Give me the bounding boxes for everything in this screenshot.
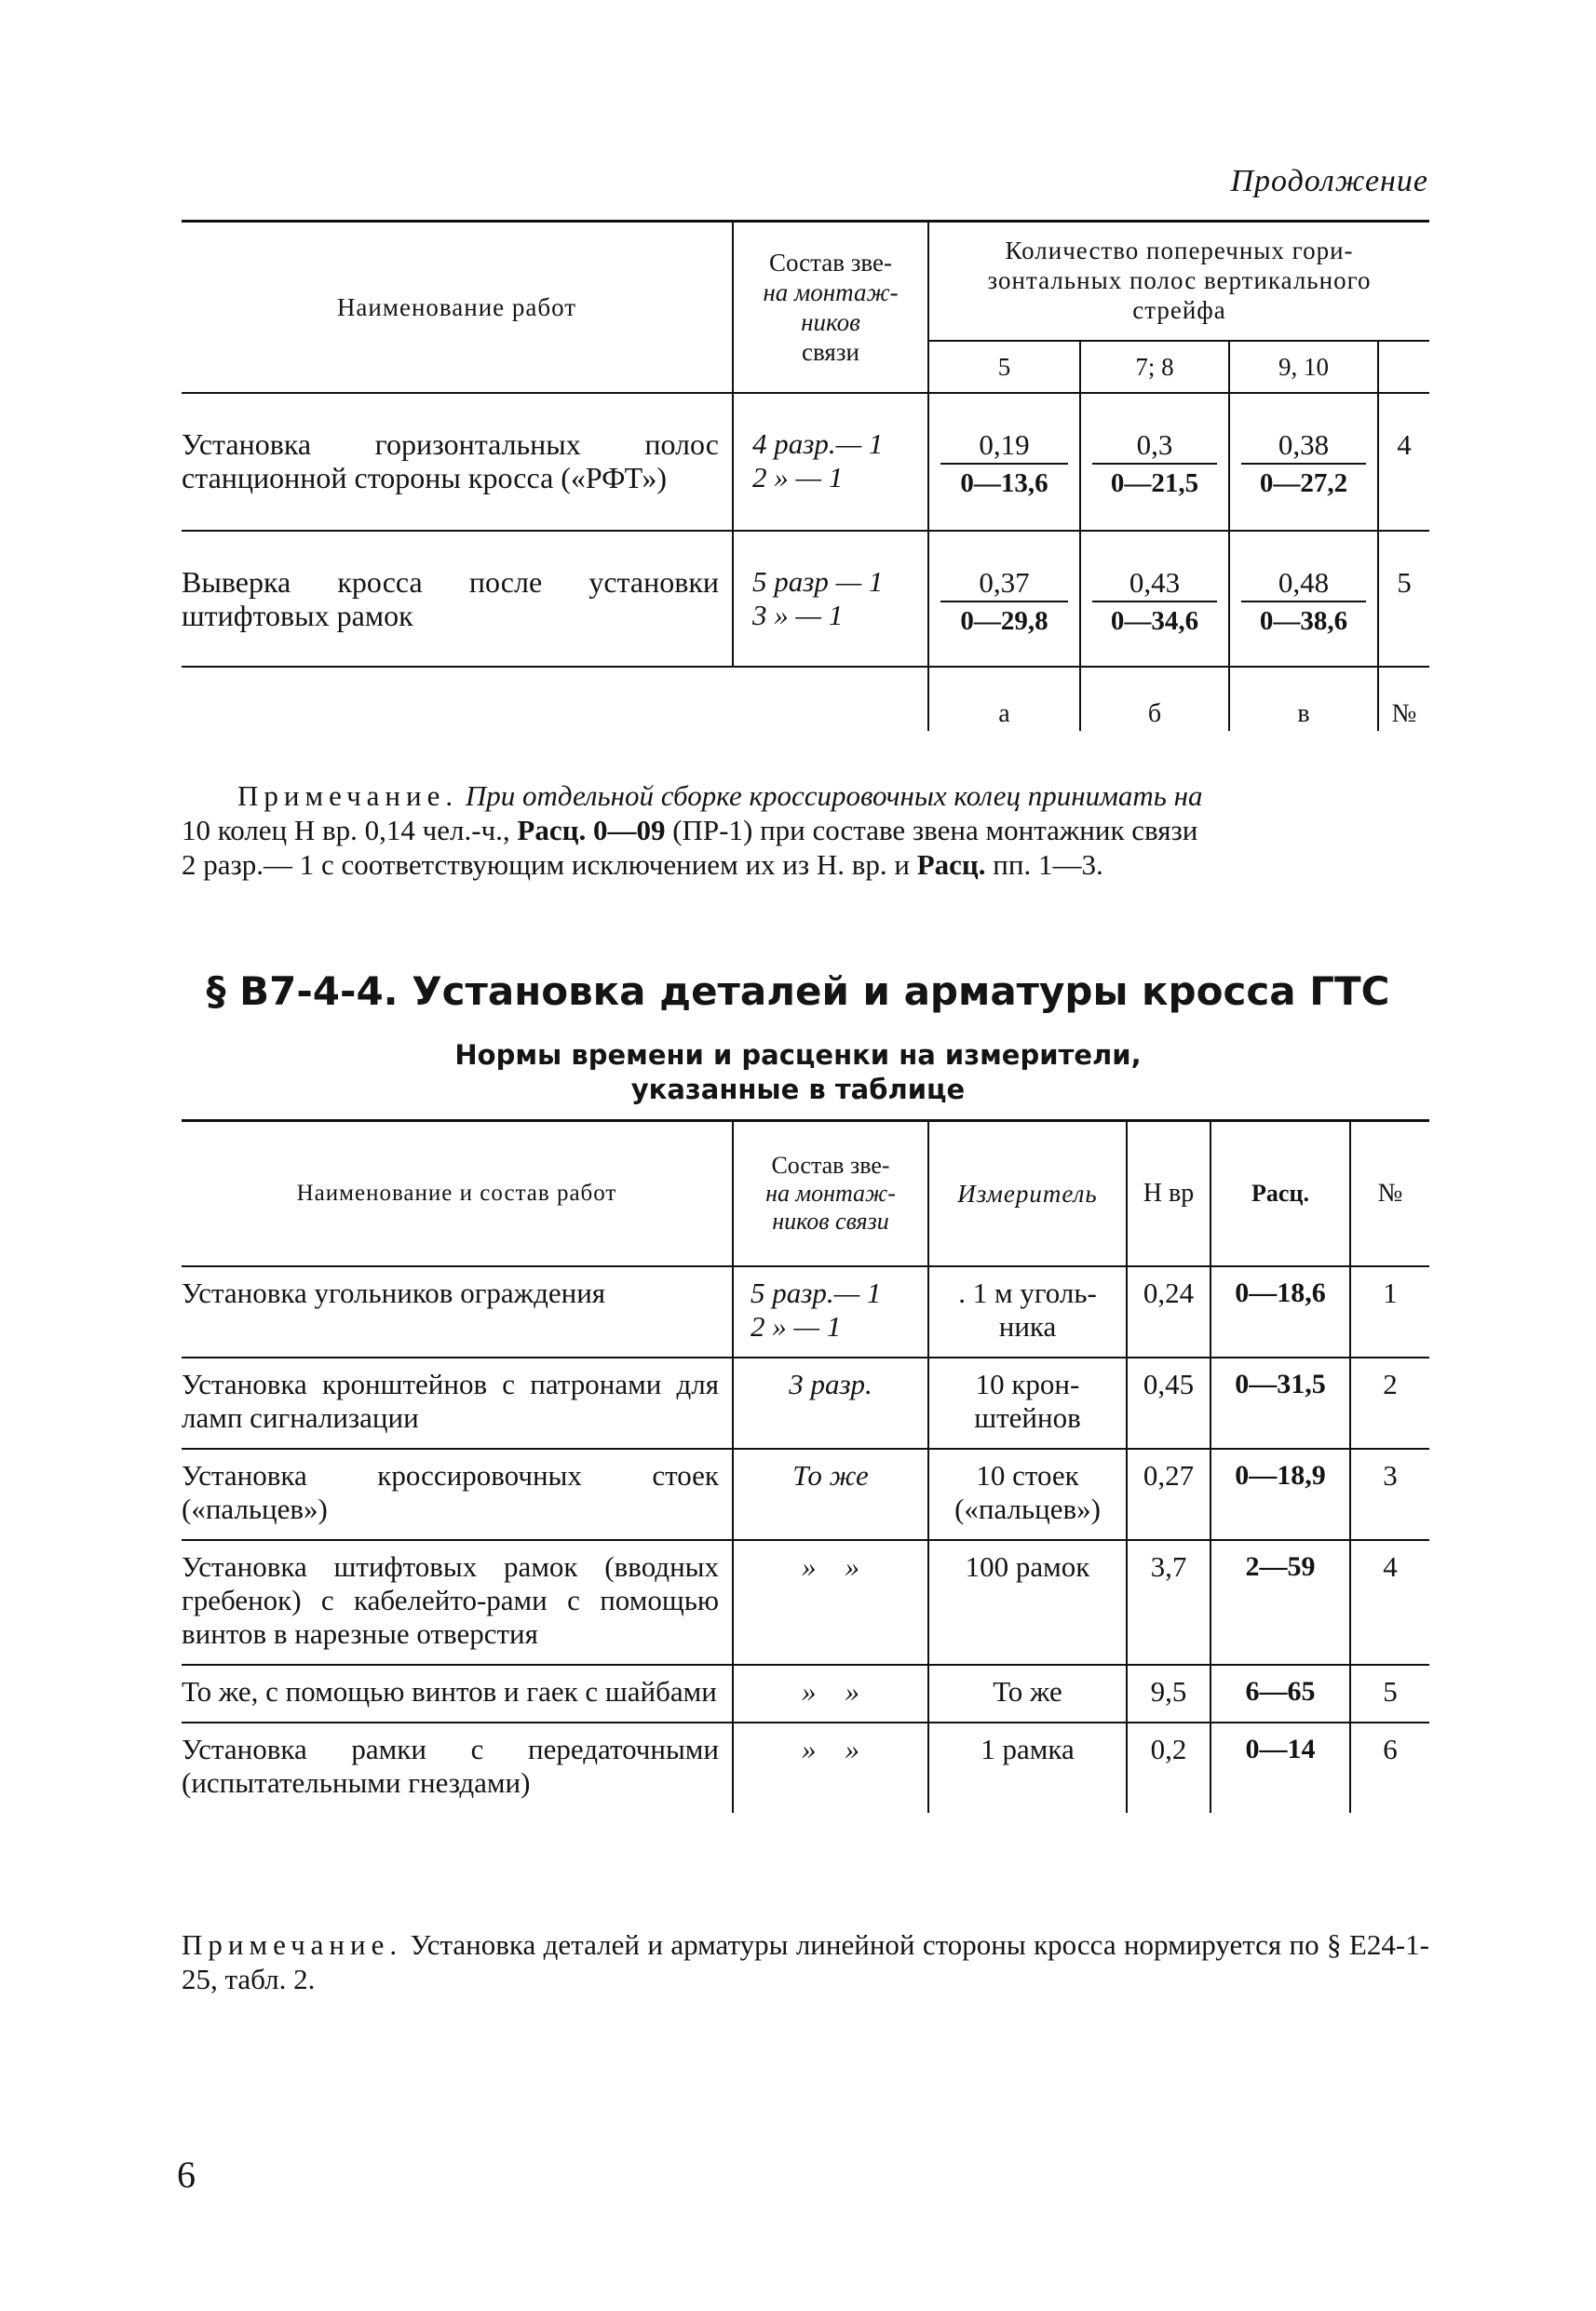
column-letter-b: б xyxy=(1080,667,1229,731)
work-name: Установка кронштейнов с патронами для ламп сигнализации xyxy=(182,1358,733,1449)
norms-table-continued xyxy=(182,220,1429,731)
work-name: Установка штифтовых рамок (вводных гребенок) с кабелейто-рами с помощью винтов в нарезные отверстия xyxy=(182,1540,733,1665)
value-cell: 0,38 0—27,2 xyxy=(1229,393,1378,531)
value-cell: 0,37 0—29,8 xyxy=(928,531,1080,667)
header-crew-composition: Состав зве- на монтаж- ников связи xyxy=(733,1121,928,1267)
value-cell: 0,3 0—21,5 xyxy=(1080,393,1229,531)
time-norm: 0,27 xyxy=(1127,1449,1211,1540)
header-work-name: Наименование и состав работ xyxy=(182,1121,733,1267)
rate: 0—31,5 xyxy=(1211,1358,1350,1449)
section-subtitle: Нормы времени и расценки на измерители, указанные в таблице xyxy=(454,1039,1142,1105)
table-row xyxy=(182,1540,1429,1665)
header-time-norm: Н вр xyxy=(1127,1121,1211,1267)
continuation-label: Продолжение xyxy=(1230,164,1428,198)
column-letter-v: в xyxy=(1229,667,1378,731)
crew-composition: То же xyxy=(733,1449,928,1540)
value-cell: 0,43 0—34,6 xyxy=(1080,531,1229,667)
column-number-sign: № xyxy=(1378,667,1429,731)
header-rate: Расц. xyxy=(1211,1121,1350,1267)
crew-composition: » » xyxy=(733,1723,928,1813)
row-number: 4 xyxy=(1350,1540,1429,1665)
header-strip-count: Количество поперечных гори- зонтальных полос вертикального стрейфа xyxy=(928,222,1429,342)
value-cell: 0,19 0—13,6 xyxy=(928,393,1080,531)
header-work-name: Наименование работ xyxy=(182,222,733,394)
crew-composition: 5 разр.— 1 2 » — 1 xyxy=(733,1266,928,1358)
table-row xyxy=(182,393,1429,531)
row-number: 3 xyxy=(1350,1449,1429,1540)
page-number: 6 xyxy=(177,2154,196,2196)
rate: 0—18,6 xyxy=(1211,1266,1350,1358)
measure: . 1 м уголь- ника xyxy=(928,1266,1127,1358)
crew-composition: » » xyxy=(733,1540,928,1665)
column-letters-row xyxy=(182,667,1429,731)
rate: 0—18,9 xyxy=(1211,1449,1350,1540)
row-number: 4 xyxy=(1378,393,1429,531)
measure: То же xyxy=(928,1665,1127,1723)
row-number: 6 xyxy=(1350,1723,1429,1813)
time-norm: 0,2 xyxy=(1127,1723,1211,1813)
value-cell: 0,48 0—38,6 xyxy=(1229,531,1378,667)
rate: 6—65 xyxy=(1211,1665,1350,1723)
measure: 100 рамок xyxy=(928,1540,1127,1665)
work-name: Установка кроссировочных стоек («пальцев») xyxy=(182,1449,733,1540)
row-number: 5 xyxy=(1378,531,1429,667)
measure: 10 крон- штейнов xyxy=(928,1358,1127,1449)
time-norm: 0,45 xyxy=(1127,1358,1211,1449)
crew-composition: » » xyxy=(733,1665,928,1723)
note-2: Примечание. Установка деталей и арматуры линейной стороны кросса нормируется по § Е24-1-25, табл. 2. xyxy=(182,1928,1429,1995)
column-letter-a: а xyxy=(928,667,1080,731)
section-title: § В7-4-4. Установка деталей и арматуры кросса ГТС xyxy=(206,968,1390,1014)
crew-composition: 5 разр — 1 3 » — 1 xyxy=(733,531,928,667)
work-name: Установка рамки с передаточными (испытательными гнездами) xyxy=(182,1733,719,1799)
table-row xyxy=(182,1449,1429,1540)
note-label: Примечание. xyxy=(237,779,459,812)
header-count-9-10: 9, 10 xyxy=(1229,341,1378,393)
header-count-5: 5 xyxy=(928,341,1080,393)
table-row xyxy=(182,1358,1429,1449)
header-crew-composition: Состав зве- на монтаж- ников связи xyxy=(733,222,928,394)
measure: 10 стоек («пальцев») xyxy=(928,1449,1127,1540)
work-name: Установка горизонтальных полос станционной стороны кросса («РФТ») xyxy=(182,427,719,494)
note-label: Примечание. xyxy=(182,1928,403,1961)
header-number: № xyxy=(1350,1121,1429,1267)
work-name: Установка угольников ограждения xyxy=(182,1266,733,1358)
table-row xyxy=(182,1665,1429,1723)
header-count-empty xyxy=(1378,341,1429,393)
time-norm: 9,5 xyxy=(1127,1665,1211,1723)
crew-composition: 3 разр. xyxy=(733,1358,928,1449)
note-1: Примечание. При отдельной сборке кроссировочных колец принимать на 10 колец Н вр. 0,14 чел.-ч., Расц. 0—09 (ПР-1) при составе звена монтажник связи 2 разр.— 1 с соответствующим исключением их из Н. вр. и Расц. пп. 1—3. xyxy=(182,779,1203,881)
header-measure: Измеритель xyxy=(928,1121,1127,1267)
work-name: То же, с помощью винтов и гаек с шайбами xyxy=(182,1665,733,1723)
row-number: 2 xyxy=(1350,1358,1429,1449)
row-number: 1 xyxy=(1350,1266,1429,1358)
rate: 2—59 xyxy=(1211,1540,1350,1665)
rate: 0—14 xyxy=(1211,1723,1350,1813)
norms-table xyxy=(182,1119,1429,1813)
table-row xyxy=(182,1266,1429,1358)
table-row xyxy=(182,531,1429,667)
time-norm: 3,7 xyxy=(1127,1540,1211,1665)
time-norm: 0,24 xyxy=(1127,1266,1211,1358)
work-name: Выверка кросса после установки штифтовых рамок xyxy=(182,531,733,667)
table-row xyxy=(182,1723,1429,1813)
header-count-7-8: 7; 8 xyxy=(1080,341,1229,393)
crew-composition: 4 разр.— 1 2 » — 1 xyxy=(733,393,928,531)
measure: 1 рамка xyxy=(928,1723,1127,1813)
row-number: 5 xyxy=(1350,1665,1429,1723)
